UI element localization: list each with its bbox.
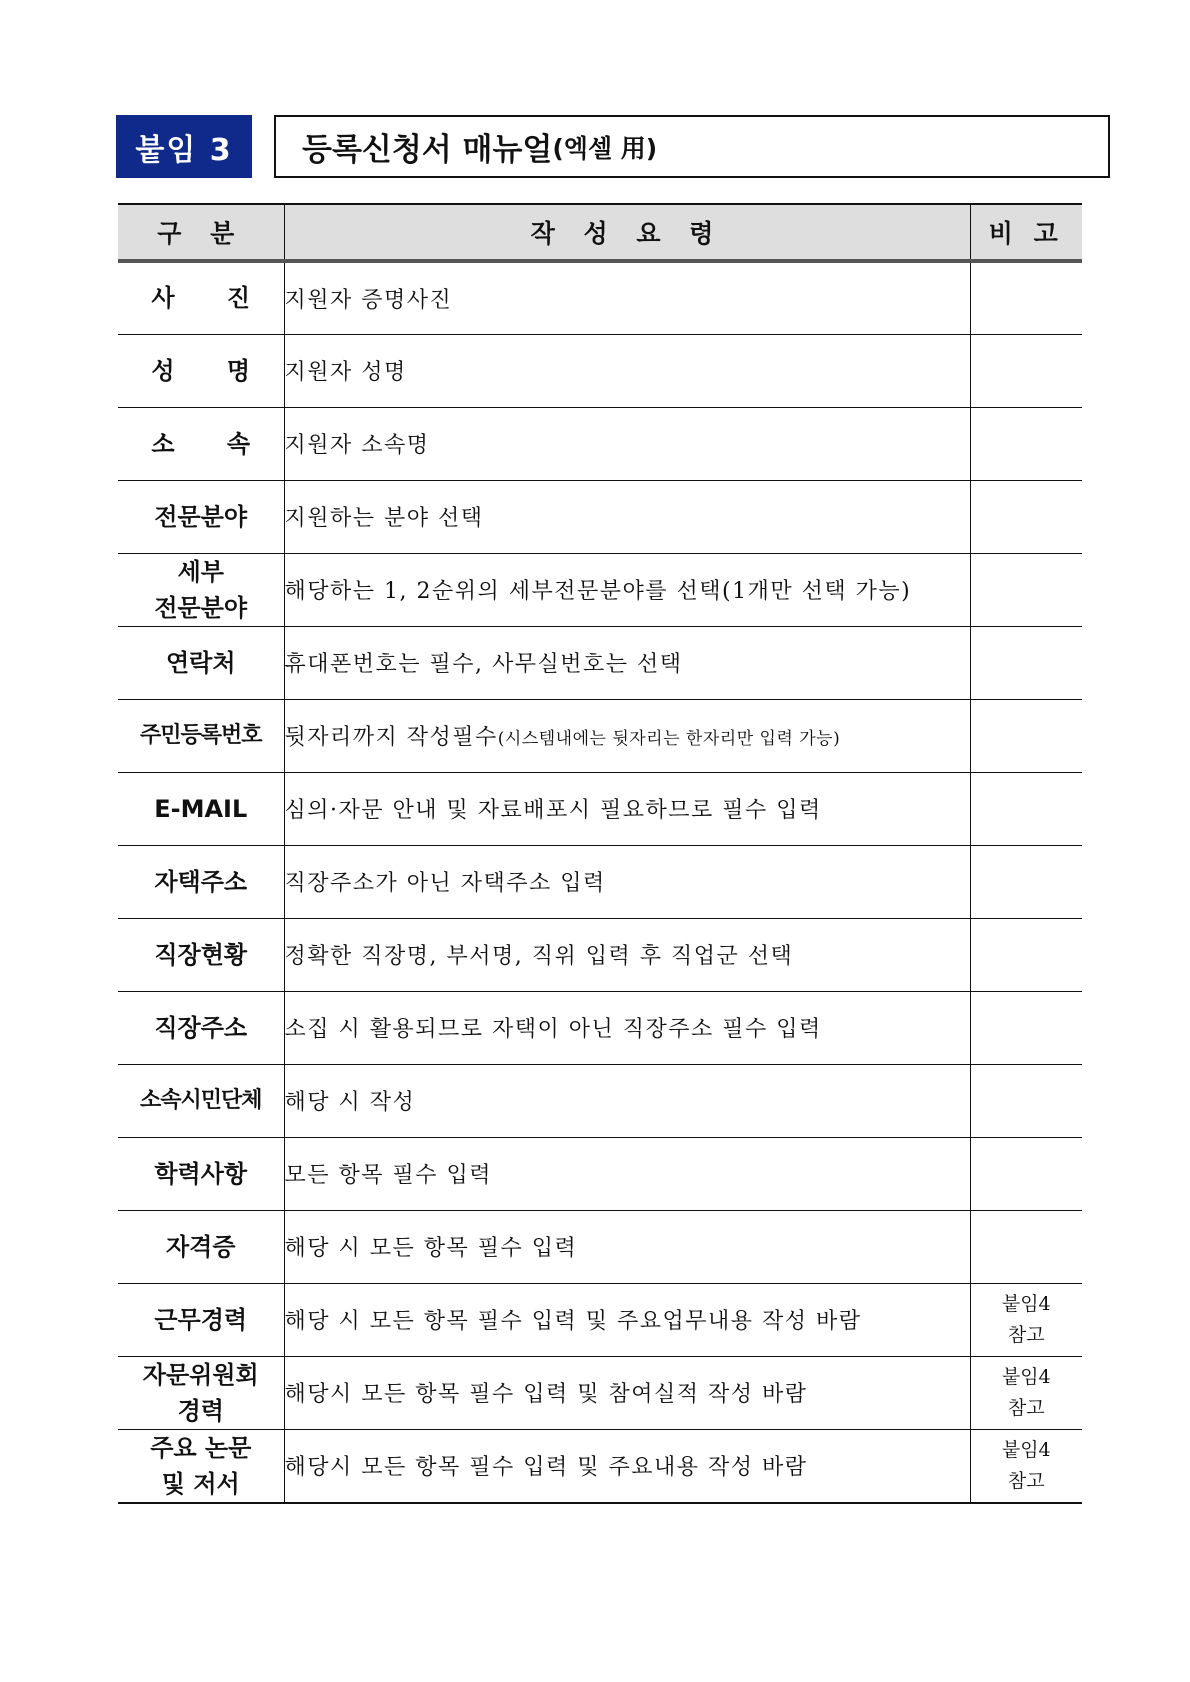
row-category: 성 명 <box>118 334 284 407</box>
row-note <box>970 626 1082 699</box>
row-guide <box>284 1064 970 1137</box>
row-category: 세부 전문분야 <box>118 553 284 626</box>
row-guide-text: 지원자 성명 <box>284 360 407 385</box>
table-row <box>118 918 1082 991</box>
table-row <box>118 772 1082 845</box>
row-guide <box>284 261 970 334</box>
row-guide-text: 정확한 직장명, 부서명, 직위 입력 후 직업군 선택 <box>284 944 794 969</box>
row-guide <box>284 918 970 991</box>
row-guide <box>284 553 970 626</box>
table-row <box>118 626 1082 699</box>
document-title <box>274 115 1110 178</box>
row-note <box>970 553 1082 626</box>
table-row <box>118 699 1082 772</box>
row-guide <box>284 334 970 407</box>
row-category: 주요 논문 및 저서 <box>118 1429 284 1503</box>
row-note <box>970 991 1082 1064</box>
row-guide-text: 해당 시 작성 <box>284 1090 416 1115</box>
row-category: 전문분야 <box>118 480 284 553</box>
row-note <box>970 334 1082 407</box>
row-note <box>970 480 1082 553</box>
table-row <box>118 1210 1082 1283</box>
row-category: 자택주소 <box>118 845 284 918</box>
table-row <box>118 845 1082 918</box>
row-guide-text: 지원자 소속명 <box>284 433 430 458</box>
row-category: 자문위원회 경력 <box>118 1356 284 1429</box>
row-guide <box>284 772 970 845</box>
row-guide-text: 해당시 모든 항목 필수 입력 및 참여실적 작성 바람 <box>284 1382 808 1407</box>
row-note <box>970 1137 1082 1210</box>
row-guide <box>284 845 970 918</box>
document-title-text: 등록신청서 매뉴얼 <box>302 132 553 168</box>
row-guide-text: 소집 시 활용되므로 자택이 아닌 직장주소 필수 입력 <box>284 1017 822 1042</box>
row-guide <box>284 1356 970 1429</box>
row-guide-text: 지원하는 분야 선택 <box>284 506 484 531</box>
row-guide <box>284 407 970 480</box>
row-guide-note: (시스템내에는 뒷자리는 한자리만 입력 가능) <box>497 729 841 749</box>
row-guide-text: 해당시 모든 항목 필수 입력 및 주요내용 작성 바람 <box>284 1455 808 1480</box>
row-guide <box>284 699 970 772</box>
table-row <box>118 407 1082 480</box>
document-header <box>116 115 1082 178</box>
row-category: 소속시민단체 <box>118 1064 284 1137</box>
row-note <box>970 918 1082 991</box>
row-category: 연락처 <box>118 626 284 699</box>
row-category: 소 속 <box>118 407 284 480</box>
row-guide <box>284 1210 970 1283</box>
row-guide <box>284 626 970 699</box>
row-guide-text: 직장주소가 아닌 자택주소 입력 <box>284 871 606 896</box>
row-note: 붙임4 참고 <box>970 1429 1082 1503</box>
row-guide-text: 지원자 증명사진 <box>284 287 453 313</box>
table-row <box>118 1356 1082 1429</box>
table-row <box>118 1283 1082 1356</box>
table-header-row <box>118 204 1082 261</box>
row-guide <box>284 1137 970 1210</box>
manual-table <box>118 203 1082 1504</box>
row-category: 자격증 <box>118 1210 284 1283</box>
table-row <box>118 1429 1082 1503</box>
row-note <box>970 845 1082 918</box>
row-note <box>970 261 1082 334</box>
table-row <box>118 1064 1082 1137</box>
row-guide-text: 모든 항목 필수 입력 <box>284 1163 492 1188</box>
row-category: E-MAIL <box>118 772 284 845</box>
attachment-badge: 붙임 3 <box>116 115 252 178</box>
row-category: 직장주소 <box>118 991 284 1064</box>
row-note <box>970 1210 1082 1283</box>
row-category: 주민등록번호 <box>118 699 284 772</box>
row-note <box>970 699 1082 772</box>
row-category: 사 진 <box>118 261 284 334</box>
row-note: 붙임4 참고 <box>970 1283 1082 1356</box>
row-guide <box>284 1283 970 1356</box>
row-guide-text: 심의·자문 안내 및 자료배포시 필요하므로 필수 입력 <box>284 798 822 823</box>
row-guide-text: 해당 시 모든 항목 필수 입력 <box>284 1236 578 1261</box>
row-category: 직장현황 <box>118 918 284 991</box>
row-category: 학력사항 <box>118 1137 284 1210</box>
column-header-guide: 작 성 요 령 <box>284 204 970 261</box>
row-note <box>970 772 1082 845</box>
table-row <box>118 480 1082 553</box>
table-row <box>118 334 1082 407</box>
row-guide <box>284 1429 970 1503</box>
row-note <box>970 1064 1082 1137</box>
table-row <box>118 261 1082 334</box>
table-row <box>118 991 1082 1064</box>
column-header-note: 비 고 <box>970 204 1082 261</box>
row-guide-text: 뒷자리까지 작성필수 <box>284 725 498 750</box>
row-note <box>970 407 1082 480</box>
row-guide <box>284 991 970 1064</box>
row-category: 근무경력 <box>118 1283 284 1356</box>
row-guide-text: 해당하는 1, 2순위의 세부전문분야를 선택(1개만 선택 가능) <box>284 579 912 604</box>
row-guide <box>284 480 970 553</box>
column-header-category: 구 분 <box>118 204 284 261</box>
table-row <box>118 1137 1082 1210</box>
row-note: 붙임4 참고 <box>970 1356 1082 1429</box>
row-guide-text: 해당 시 모든 항목 필수 입력 및 주요업무내용 작성 바람 <box>284 1309 862 1334</box>
row-guide-text: 휴대폰번호는 필수, 사무실번호는 선택 <box>284 652 683 677</box>
document-title-sub: (엑셀 用) <box>552 133 658 163</box>
table-row <box>118 553 1082 626</box>
